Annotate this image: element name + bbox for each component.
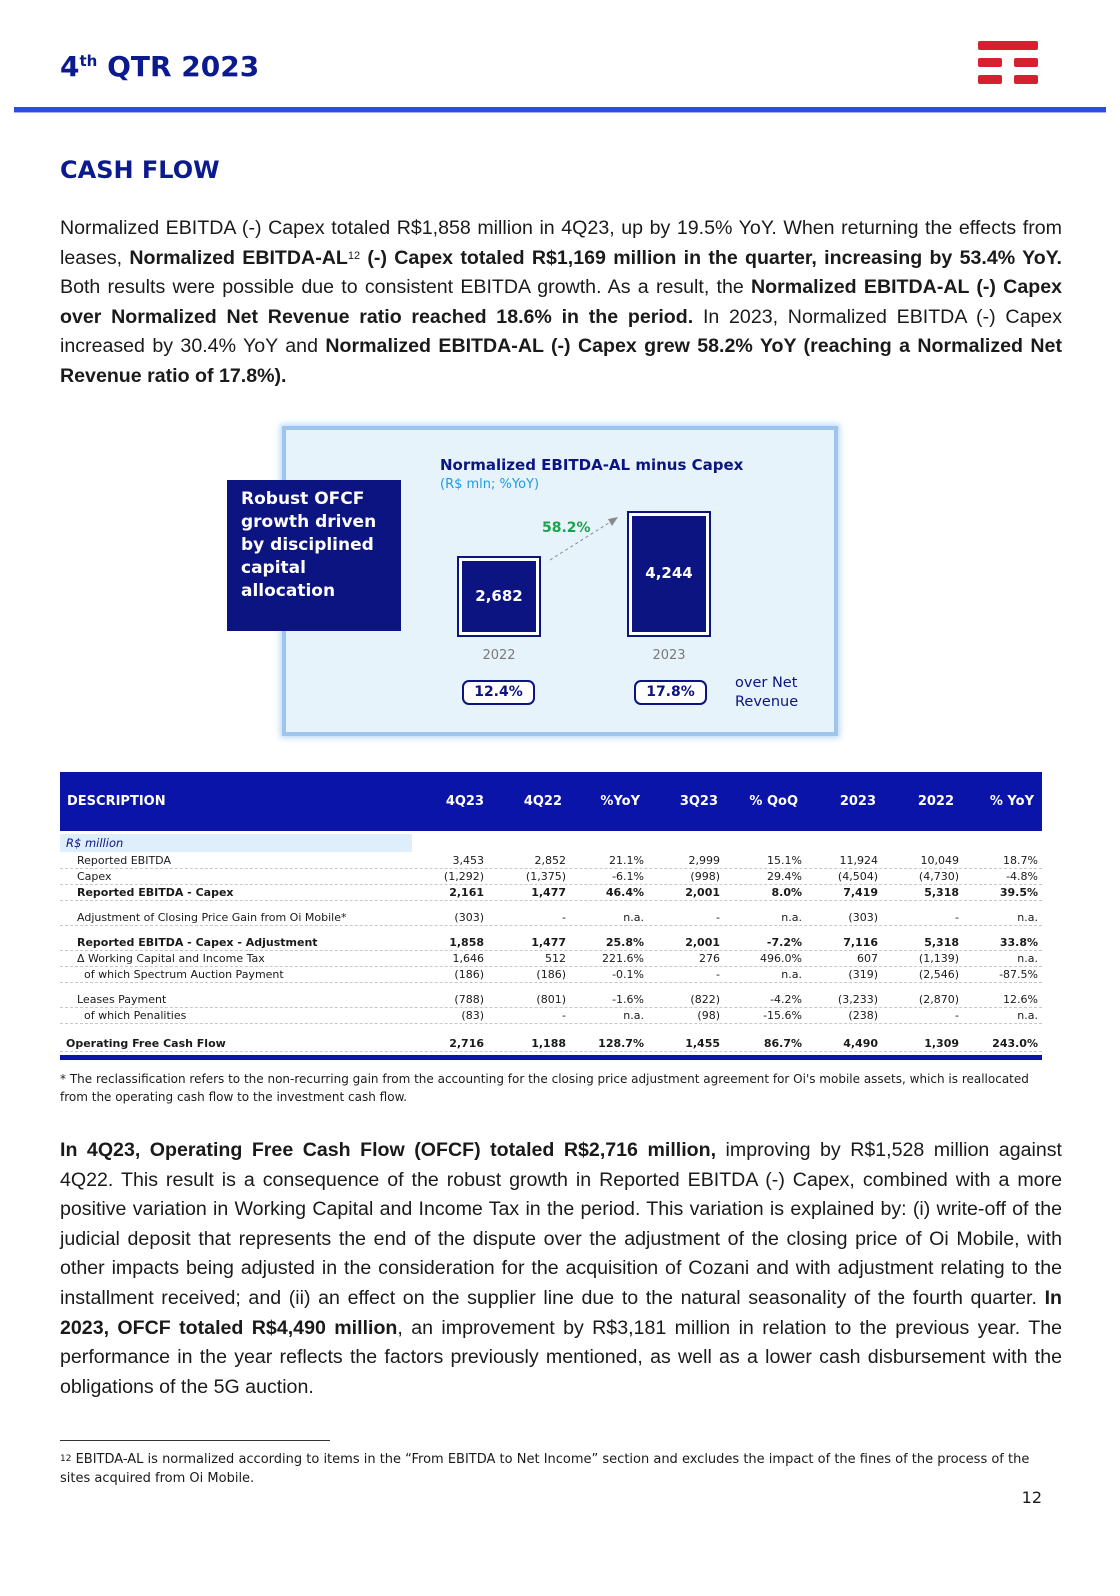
page-number: 12	[1021, 1488, 1042, 1507]
ratio-pill-2023: 17.8%	[634, 680, 707, 705]
table-row	[60, 935, 1042, 951]
row-label: of which Penalities	[84, 1009, 187, 1022]
bar-value-2022: 2,682	[475, 586, 523, 605]
table-cell: (4,730)	[918, 870, 959, 883]
table-cell: -	[562, 1009, 566, 1022]
table-cell: -15.6%	[763, 1009, 802, 1022]
table-cell: n.a.	[781, 911, 802, 924]
table-cell: (98)	[697, 1009, 720, 1022]
table-cell: n.a.	[623, 1009, 644, 1022]
footnote: $^{12}$ EBITDA-AL is normalized according to items in the “From EBITDA to Net Income” section and excludes the impact of the fines of the process of the sites acquired from Oi Mobile.	[60, 1452, 1030, 1486]
table-cell: 512	[545, 952, 566, 965]
ofcf-callout-box: Robust OFCF growth driven by disciplined capital allocation	[227, 480, 401, 631]
table-note: * The reclassification refers to the non-recurring gain from the accounting for the closing price adjustment agreement for Oi's mobile assets, which is reallocated from the operating cash flow to the investment cash flow.	[60, 1072, 1029, 1104]
row-label: Reported EBITDA	[77, 854, 171, 867]
table-cell: (801)	[536, 993, 566, 1006]
table-cell: 5,318	[924, 886, 959, 899]
table-row	[60, 1036, 1042, 1052]
ratio-caption: over Net Revenue	[735, 675, 799, 710]
table-cell: 1,646	[452, 952, 484, 965]
table-cell: 128.7%	[598, 1037, 644, 1050]
table-cell: (186)	[454, 968, 484, 981]
row-label: Δ Working Capital and Income Tax	[77, 952, 265, 965]
table-row	[60, 869, 1042, 885]
table-row	[60, 885, 1042, 901]
table-cell: 2,001	[685, 886, 720, 899]
table-cell: 2,999	[688, 854, 720, 867]
col-header-4q23: 4Q23	[445, 794, 484, 809]
col-header-4q22: 4Q22	[523, 794, 562, 809]
col-header-description: DESCRIPTION	[67, 794, 166, 809]
table-cell: 29.4%	[767, 870, 802, 883]
table-cell: 10,049	[920, 854, 959, 867]
col-header-qoq: % QoQ	[749, 794, 798, 809]
section-title: CASH FLOW	[60, 156, 220, 184]
table-cell: (1,292)	[443, 870, 484, 883]
row-label: of which Spectrum Auction Payment	[84, 968, 284, 981]
table-cell: 1,309	[924, 1037, 959, 1050]
table-cell: 7,419	[843, 886, 878, 899]
table-cell: 25.8%	[605, 936, 644, 949]
table-cell: 2,852	[534, 854, 566, 867]
table-cell: -	[716, 968, 720, 981]
table-cell: -87.5%	[999, 968, 1038, 981]
table-row	[60, 910, 1042, 926]
table-cell: 2,001	[685, 936, 720, 949]
table-row	[60, 853, 1042, 869]
table-cell: -	[955, 1009, 959, 1022]
table-cell: (83)	[461, 1009, 484, 1022]
table-cell: 86.7%	[763, 1037, 802, 1050]
table-cell: 3,453	[452, 854, 484, 867]
table-cell: -	[562, 911, 566, 924]
table-cell: 39.5%	[999, 886, 1038, 899]
col-header-yoy-annual: % YoY	[989, 794, 1034, 809]
table-cell: 607	[857, 952, 878, 965]
row-label: Reported EBITDA - Capex	[77, 886, 234, 899]
ofcf-paragraph: In 4Q23, Operating Free Cash Flow (OFCF) totaled R$2,716 million, improving by R$1,528 million against 4Q22. This result is a consequence of the robust growth in Reported EBITDA (-) Capex, combined with a more positive variation in Working Capital and Income Tax in the period. This variation is explained by: (i) write-off of the judicial deposit that represents the end of the dispute over the adjustment of the closing price of Oi Mobile, with other impacts being adjusted in the consideration for the acquisition of Cozani and with adjustment relating to the installment received; and (ii) an effect on the supplier line due to the natural seasonality of the fourth quarter. In 2023, OFCF totaled R$4,490 million, an improvement by R$3,181 million in relation to the previous year. The performance in the year reflects the factors previously mentioned, as well as a lower cash disbursement with the obligations of the 5G auction.	[60, 1139, 1062, 1398]
table-cell: -4.2%	[770, 993, 802, 1006]
table-cell: 276	[699, 952, 720, 965]
bar-value-2023: 4,244	[645, 564, 693, 582]
table-cell: n.a.	[1017, 911, 1038, 924]
table-cell: (822)	[690, 993, 720, 1006]
table-cell: (1,375)	[525, 870, 566, 883]
table-cell: -0.1%	[612, 968, 644, 981]
table-cell: -7.2%	[766, 936, 802, 949]
table-cell: -1.6%	[612, 993, 644, 1006]
row-label: Leases Payment	[77, 993, 167, 1006]
table-cell: 221.6%	[602, 952, 644, 965]
table-cell: 15.1%	[767, 854, 802, 867]
col-header-2022: 2022	[917, 794, 954, 809]
table-cell: (1,139)	[918, 952, 959, 965]
table-cell: -6.1%	[612, 870, 644, 883]
chart-subtitle: (R$ mln; %YoY)	[440, 477, 540, 492]
table-unit: R$ million	[66, 836, 124, 850]
table-cell: (186)	[536, 968, 566, 981]
table-cell: (4,504)	[837, 870, 878, 883]
table-cell: -	[716, 911, 720, 924]
category-label-2023: 2023	[652, 648, 686, 663]
row-label: Reported EBITDA - Capex - Adjustment	[77, 936, 318, 949]
table-bottom-rule	[60, 1055, 1042, 1060]
table-cell: 12.6%	[1003, 993, 1038, 1006]
category-label-2022: 2022	[482, 648, 516, 663]
table-cell: 7,116	[843, 936, 878, 949]
table-cell: -4.8%	[1006, 870, 1038, 883]
row-label: Adjustment of Closing Price Gain from Oi Mobile*	[77, 911, 347, 924]
growth-label: 58.2%	[542, 520, 591, 536]
table-cell: 5,318	[924, 936, 959, 949]
table-cell: 1,858	[449, 936, 484, 949]
ratio-pill-2022: 12.4%	[462, 680, 535, 705]
table-cell: n.a.	[623, 911, 644, 924]
table-cell: 4,490	[843, 1037, 878, 1050]
intro-paragraph: Normalized EBITDA (-) Capex totaled R$1,858 million in 4Q23, up by 19.5% YoY. When returning the effects from leases, Normalized EBITDA-AL$^{12}$ (-) Capex totaled R$1,169 million in the quarter, increasing by 53.4% YoY. Both results were possible due to consistent EBITDA growth. As a result, the Normalized EBITDA-AL (-) Capex over Normalized Net Revenue ratio reached 18.6% in the period. In 2023, Normalized EBITDA (-) Capex increased by 30.4% YoY and Normalized EBITDA-AL (-) Capex grew 58.2% YoY (reaching a Normalized Net Revenue ratio of 17.8%).	[60, 217, 1063, 387]
table-row	[60, 1008, 1042, 1024]
table-cell: 243.0%	[992, 1037, 1038, 1050]
table-row	[60, 967, 1042, 983]
table-cell: 46.4%	[605, 886, 644, 899]
table-cell: (303)	[454, 911, 484, 924]
table-cell: n.a.	[781, 968, 802, 981]
table-row	[60, 992, 1042, 1008]
report-period-title: 4th QTR 2023	[60, 50, 260, 83]
table-cell: 1,188	[531, 1037, 566, 1050]
footnote-divider	[60, 1440, 330, 1441]
col-header-3q23: 3Q23	[679, 794, 718, 809]
table-row	[60, 951, 1042, 967]
table-cell: (2,870)	[918, 993, 959, 1006]
table-cell: (319)	[848, 968, 878, 981]
table-cell: (788)	[454, 993, 484, 1006]
table-cell: n.a.	[1017, 952, 1038, 965]
table-cell: 2,161	[449, 886, 484, 899]
row-label: Operating Free Cash Flow	[66, 1037, 226, 1050]
table-cell: n.a.	[1017, 1009, 1038, 1022]
table-cell: 2,716	[449, 1037, 484, 1050]
table-cell: 496.0%	[760, 952, 802, 965]
table-cell: 11,924	[839, 854, 878, 867]
table-cell: 1,477	[531, 936, 566, 949]
chart-title: Normalized EBITDA-AL minus Capex	[440, 456, 744, 474]
table-cell: (238)	[848, 1009, 878, 1022]
table-cell: 1,455	[685, 1037, 720, 1050]
row-label: Capex	[77, 870, 112, 883]
col-header-2023: 2023	[839, 794, 876, 809]
table-cell: -	[955, 911, 959, 924]
table-cell: (2,546)	[918, 968, 959, 981]
table-cell: (3,233)	[837, 993, 878, 1006]
col-header-yoy: %YoY	[600, 794, 640, 809]
table-cell: 8.0%	[771, 886, 802, 899]
table-cell: 18.7%	[1003, 854, 1038, 867]
table-cell: 1,477	[531, 886, 566, 899]
table-cell: (998)	[690, 870, 720, 883]
table-cell: (303)	[848, 911, 878, 924]
table-cell: 21.1%	[609, 854, 644, 867]
table-cell: 33.8%	[999, 936, 1038, 949]
